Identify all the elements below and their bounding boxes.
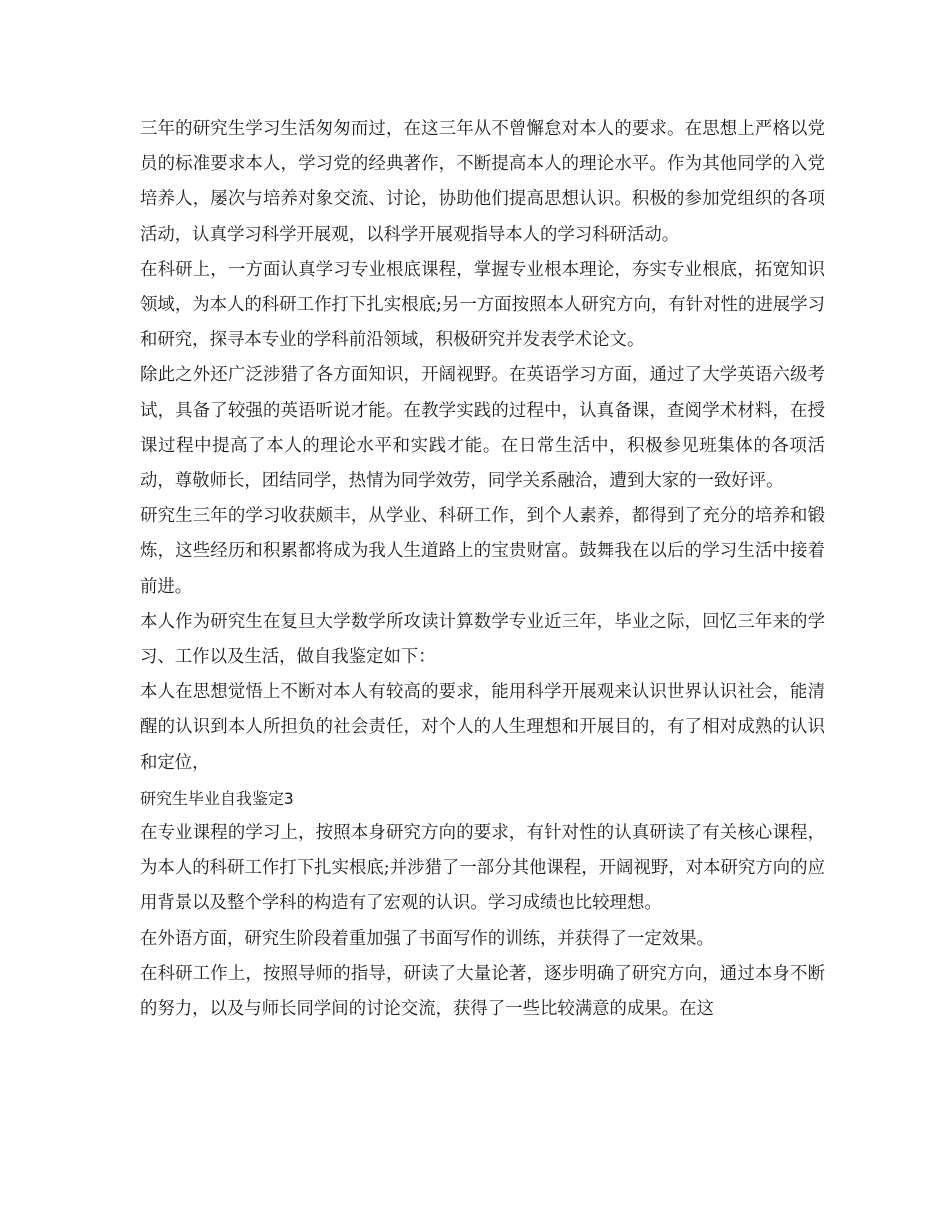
paragraph-8: 在外语方面，研究生阶段着重加强了书面写作的训练，并获得了一定效果。	[140, 928, 714, 949]
paragraph-4: 研究生三年的学习收获颇丰，从学业、科研工作，到个人素养，都得到了充分的培养和锻炼，这些经历和积累都将成为我人生道路上的宝贵财富。鼓舞我在以后的学习生活中接着前进。	[140, 506, 825, 597]
paragraph-3: 除此之外还广泛涉猎了各方面知识，开阔视野。在英语学习方面，通过了大学英语六级考试，具备了较强的英语听说才能。在教学实践的过程中，认真备课，查阅学术材料，在授课过程中提高了本人的理论水平和实践才能。在日常生活中，积极参见班集体的各项活动，尊敬师长，团结同学，热情为同学效劳，同学关系融洽，遭到大家的一致好评。	[140, 365, 825, 492]
paragraph-6: 本人在思想觉悟上不断对本人有较高的要求，能用科学开展观来认识世界认识社会，能清醒的认识到本人所担负的社会责任，对个人的人生理想和开展目的，有了相对成熟的认识和定位，	[140, 682, 825, 773]
paragraph-2: 在科研上，一方面认真学习专业根底课程，掌握专业根本理论，夯实专业根底，拓宽知识领域，为本人的科研工作打下扎实根底;另一方面按照本人研究方向，有针对性的进展学习和研究，探寻本专业的学科前沿领域，积极研究并发表学术论文。	[140, 259, 825, 351]
paragraph-1: 三年的研究生学习生活匆匆而过，在这三年从不曾懈怠对本人的要求。在思想上严格以党员的标准要求本人，学习党的经典著作，不断提高本人的理论水平。作为其他同学的入党培养人，屡次与培养对象交流、讨论，协助他们提高思想认识。积极的参加党组织的各项活动，认真学习科学开展观，以科学开展观指导本人的学习科研活动。	[140, 119, 825, 245]
document-body	[140, 112, 825, 1027]
section-heading: 研究生毕业自我鉴定3	[140, 788, 294, 808]
paragraph-7: 在专业课程的学习上，按照本身研究方向的要求，有针对性的认真研读了有关核心课程，为本人的科研工作打下扎实根底;并涉猎了一部分其他课程，开阔视野，对本研究方向的应用背景以及整个学科的构造有了宏观的认识。学习成绩也比较理想。	[140, 823, 825, 914]
paragraph-9: 在科研工作上，按照导师的指导，研读了大量论著，逐步明确了研究方向，通过本身不断的努力，以及与师长同学间的讨论交流，获得了一些比较满意的成果。在这	[140, 963, 825, 1020]
paragraph-5: 本人作为研究生在复旦大学数学所攻读计算数学专业近三年，毕业之际，回忆三年来的学习、工作以及生活，做自我鉴定如下：	[140, 611, 825, 668]
